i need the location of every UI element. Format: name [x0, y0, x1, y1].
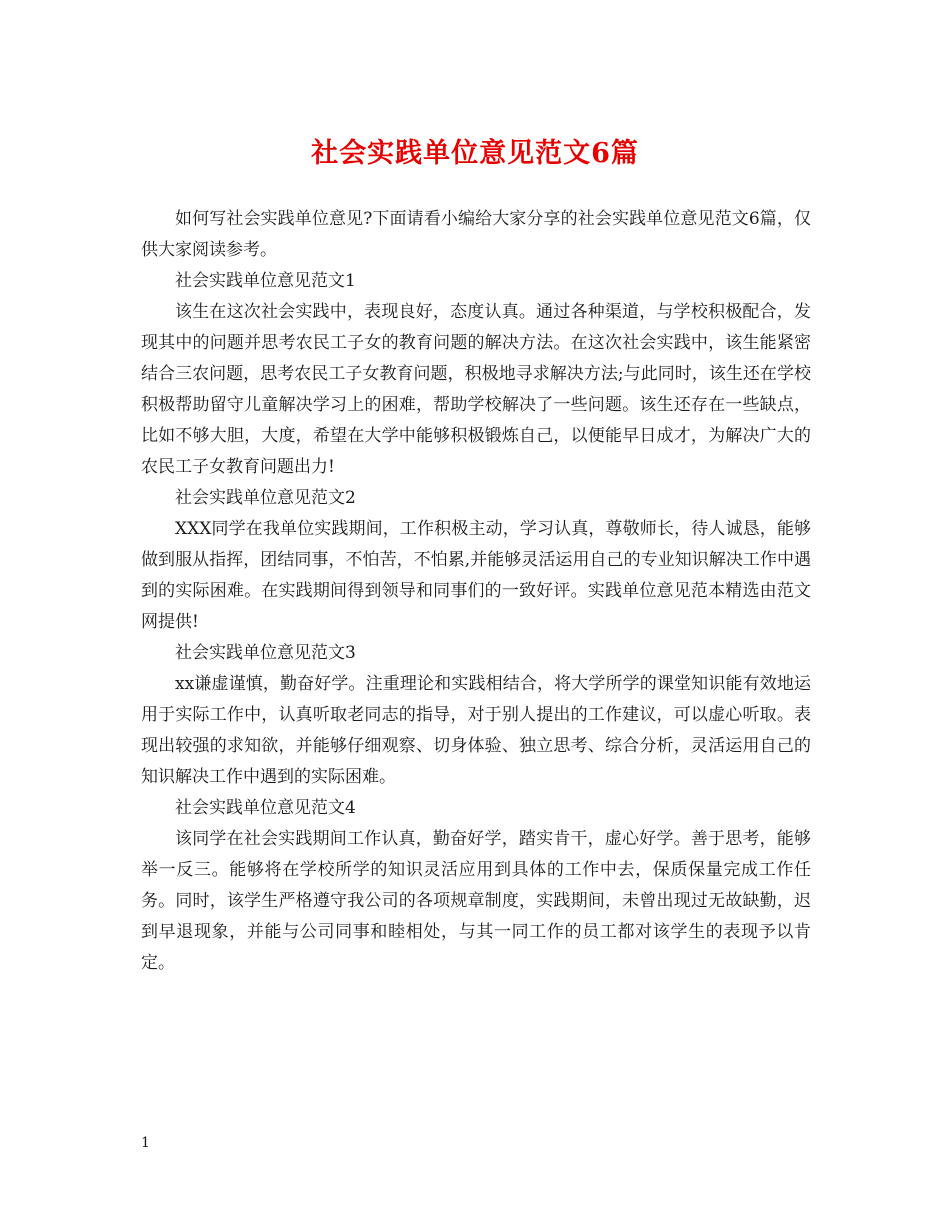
section-paragraph-1: 该生在这次社会实践中，表现良好，态度认真。通过各种渠道，与学校积极配合，发现其中的问题并思考农民工子女的教育问题的解决方法。在这次社会实践中，该生能紧密结合三农问题，思考农民工子女教育问题，积极地寻求解决方法;与此同时，该生还在学校积极帮助留守儿童解决学习上的困难，帮助学校解决了一些问题。该生还存在一些缺点，比如不够大胆，大度，希望在大学中能够积极锻炼自己，以便能早日成才，为解决广大的农民工子女教育问题出力! [141, 302, 811, 477]
section-heading-4: 社会实践单位意见范文4 [175, 798, 356, 818]
section-paragraph-4: 该同学在社会实践期间工作认真，勤奋好学，踏实肯干，虚心好学。善于思考，能够举一反三。能够将在学校所学的知识灵活应用到具体的工作中去，保质保量完成工作任务。同时，该学生严格遵守我公司的各项规章制度，实践期间，未曾出现过无故缺勤，迟到早退现象，并能与公司同事和睦相处，与其一同工作的员工都对该学生的表现予以肯定。 [141, 829, 811, 973]
page-number: 1 [141, 1135, 150, 1151]
section-heading-1: 社会实践单位意见范文1 [175, 271, 356, 291]
document-title: 社会实践单位意见范文6篇 [311, 138, 639, 169]
section-paragraph-3: xx谦虚谨慎，勤奋好学。注重理论和实践相结合，将大学所学的课堂知识能有效地运用于实际工作中，认真听取老同志的指导，对于别人提出的工作建议，可以虚心听取。表现出较强的求知欲，并能够仔细观察、切身体验、独立思考、综合分析，灵活运用自己的知识解决工作中遇到的实际困难。 [141, 674, 811, 787]
intro-paragraph: 如何写社会实践单位意见?下面请看小编给大家分享的社会实践单位意见范文6篇，仅供大家阅读参考。 [141, 209, 811, 260]
document-body [141, 204, 811, 979]
section-paragraph-2: XXX同学在我单位实践期间，工作积极主动，学习认真，尊敬师长，待人诚恳，能够做到服从指挥，团结同事，不怕苦，不怕累,并能够灵活运用自己的专业知识解决工作中遇到的实际困难。在实践期间得到领导和同事们的一致好评。实践单位意见范本精选由范文网提供! [141, 519, 811, 632]
section-heading-3: 社会实践单位意见范文3 [175, 643, 356, 663]
section-heading-2: 社会实践单位意见范文2 [175, 488, 356, 508]
